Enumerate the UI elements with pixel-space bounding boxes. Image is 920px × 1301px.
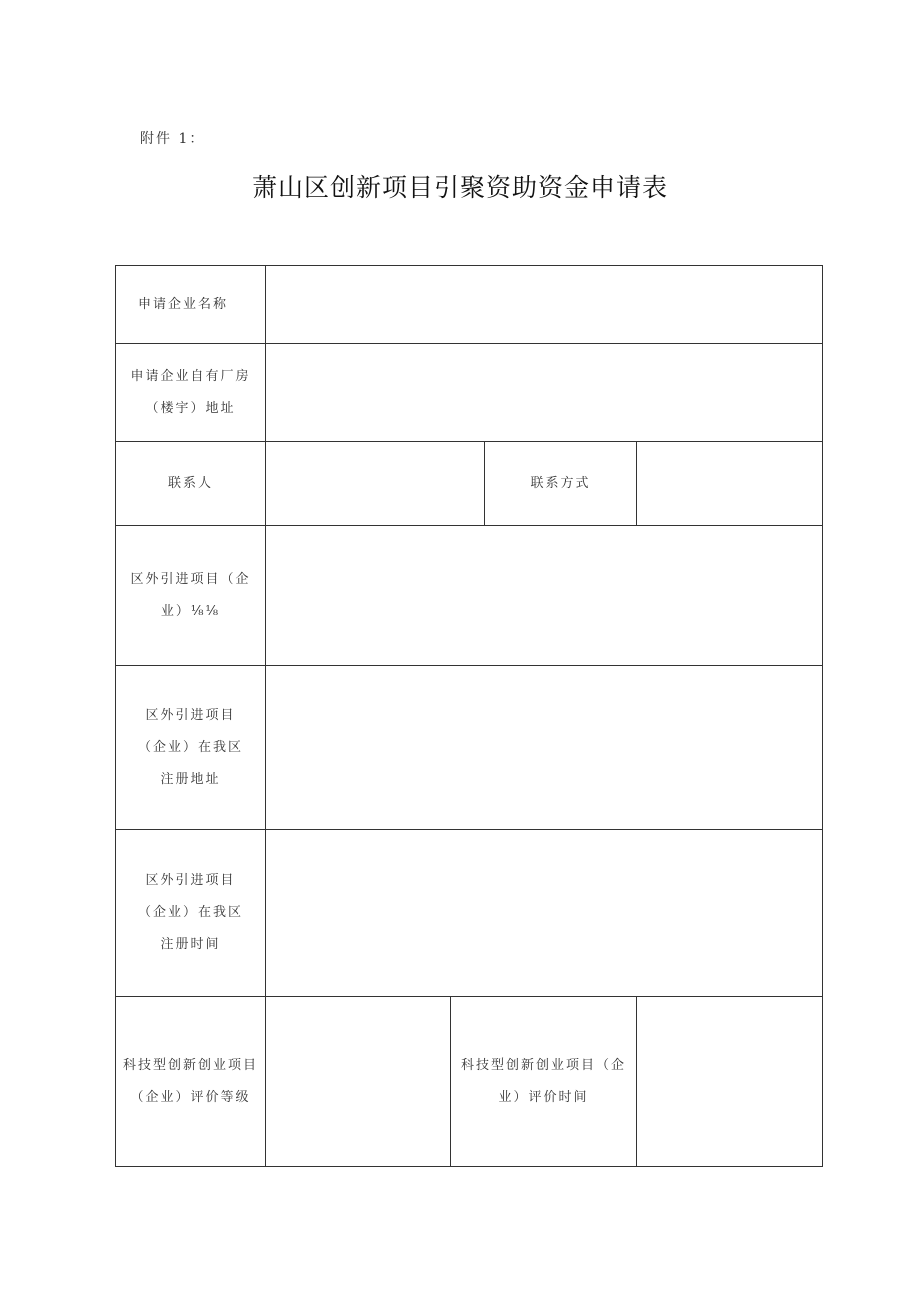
company-name-label: 申请企业名称	[138, 296, 229, 312]
eval-time-label: 科技型创新创业项目（企 业）评价时间	[460, 1057, 626, 1105]
contact-method-label: 联系方式	[530, 475, 591, 491]
contact-method-field[interactable]	[637, 442, 822, 525]
eval-grade-field[interactable]	[266, 997, 450, 1166]
contact-person-label: 联系人	[167, 475, 213, 491]
company-address-field[interactable]	[266, 344, 822, 441]
contact-person-field[interactable]	[266, 442, 484, 525]
registered-time-label: 区外引进项目 （企业）在我区 注册时间	[137, 873, 243, 952]
company-name-field[interactable]	[266, 266, 822, 343]
registered-address-label: 区外引进项目 （企业）在我区 注册地址	[137, 707, 243, 787]
project-name-label: 区外引进项目（企 业）⅛⅛	[130, 571, 251, 619]
project-name-field[interactable]	[266, 526, 822, 665]
eval-time-field[interactable]	[637, 997, 822, 1166]
attachment-label: 附件 1：	[140, 131, 206, 147]
registered-address-field[interactable]	[266, 666, 822, 829]
form-title: 萧山区创新项目引聚资助资金申请表	[251, 173, 668, 202]
eval-grade-label: 科技型创新创业项目 （企业）评价等级	[122, 1057, 258, 1105]
company-address-label: 申请企业自有厂房 （楼宇）地址	[130, 368, 251, 416]
application-form-table	[115, 265, 823, 1167]
registered-time-field[interactable]	[266, 830, 822, 996]
